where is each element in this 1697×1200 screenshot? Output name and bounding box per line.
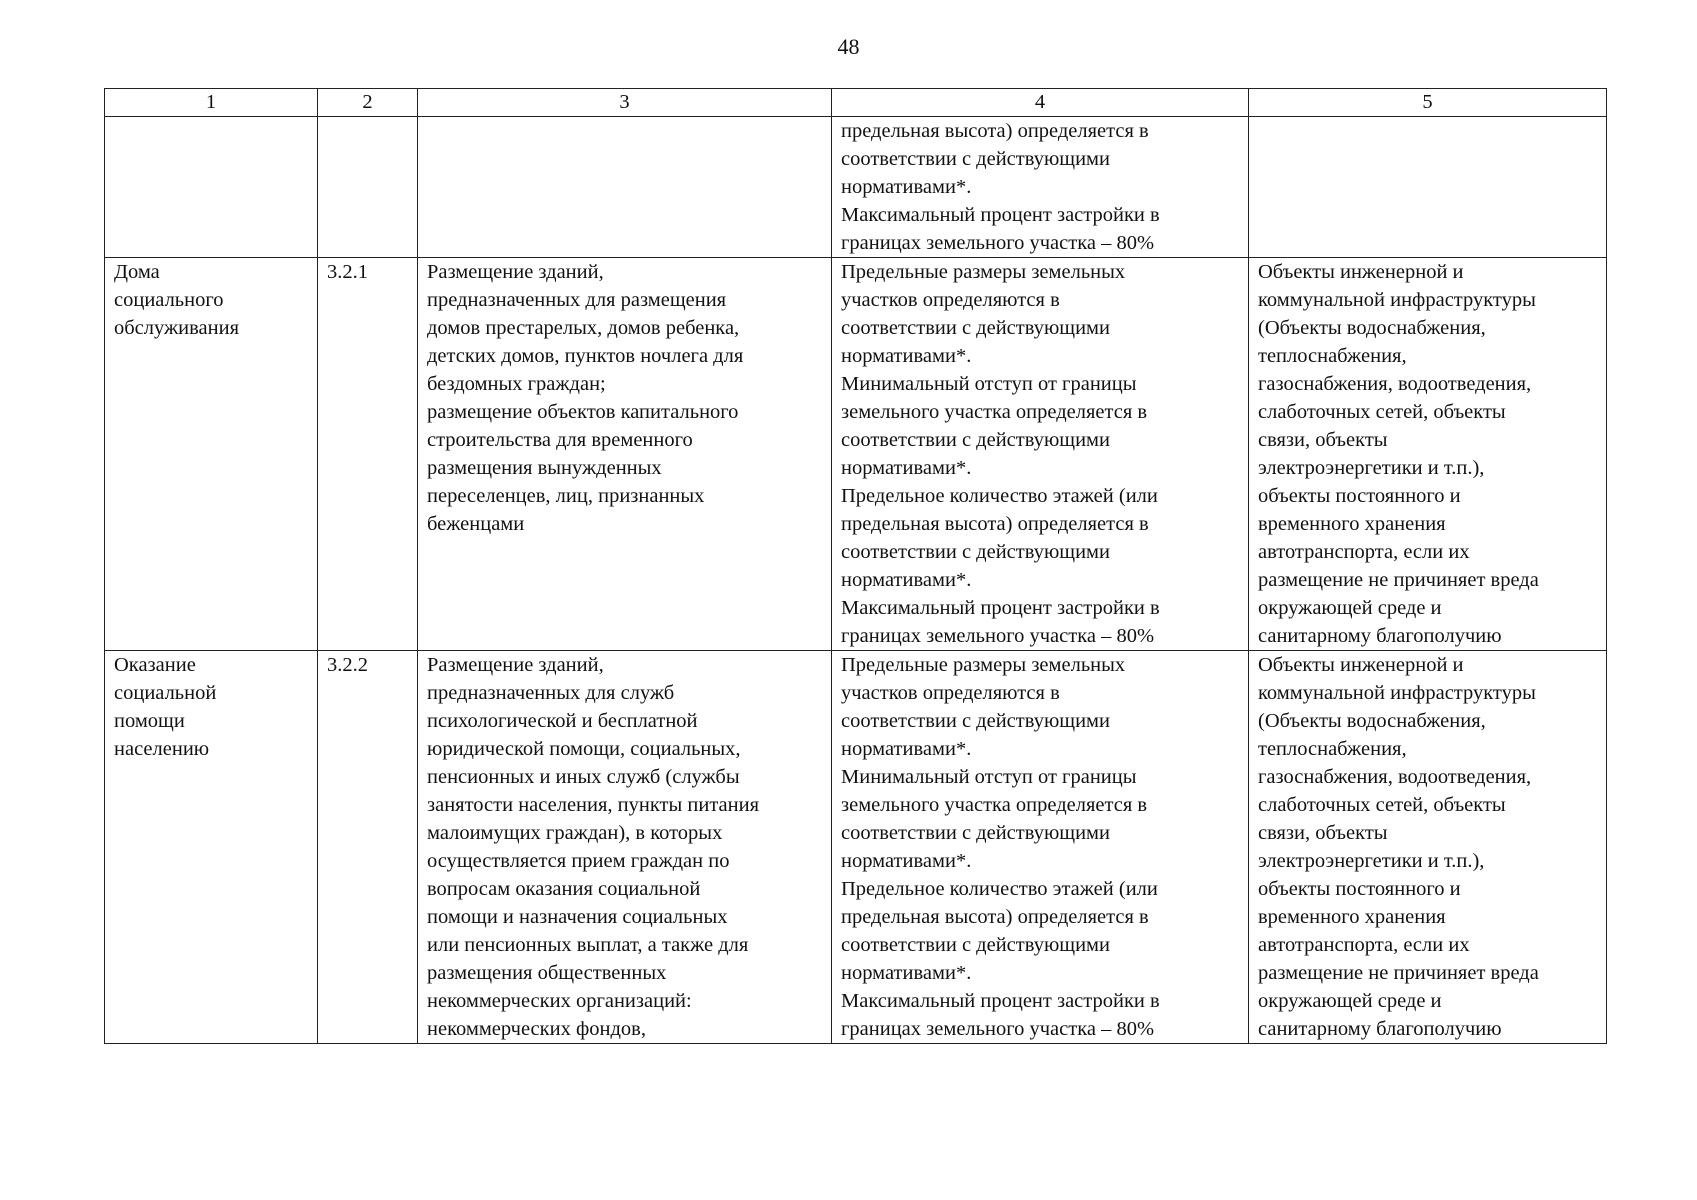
text-line: Предельное количество этажей (или <box>841 878 1158 900</box>
text-line: психологической и бесплатной <box>427 710 698 732</box>
text-line: соответствии с действующими <box>841 934 1110 956</box>
auxiliary-uses-cell <box>1249 258 1607 651</box>
text-line: Оказание <box>114 654 196 676</box>
text-line: размещение объектов капитального <box>427 401 739 423</box>
parameters-cell <box>832 651 1249 1044</box>
text-line: беженцами <box>427 513 525 535</box>
text-line: обслуживания <box>114 317 240 339</box>
text-line: занятости населения, пункты питания <box>427 794 760 816</box>
text-line: коммунальной инфраструктуры <box>1258 682 1536 704</box>
auxiliary-uses-cell <box>1249 117 1607 258</box>
text-line: домов престарелых, домов ребенка, <box>427 317 740 339</box>
text-line: слаботочных сетей, объекты <box>1258 794 1506 816</box>
land-use-table <box>104 88 1607 1044</box>
auxiliary-uses-cell <box>1249 651 1607 1044</box>
text-line: размещения общественных <box>427 962 667 984</box>
use-type-code-cell: 3.2.2 <box>318 651 418 1044</box>
text-line: нормативами*. <box>841 345 972 367</box>
text-line: Размещение зданий, <box>427 654 604 676</box>
text-line: Предельные размеры земельных <box>841 654 1126 676</box>
table-row <box>105 258 1607 651</box>
text-line: связи, объекты <box>1258 822 1388 844</box>
text-line: пенсионных и иных служб (службы <box>427 766 740 788</box>
text-line: предельная высота) определяется в <box>841 513 1149 535</box>
text-line: автотранспорта, если их <box>1258 541 1470 563</box>
text-line: малоимущих граждан), в которых <box>427 822 723 844</box>
header-cell-1: 1 <box>105 89 318 117</box>
text-line: границах земельного участка – 80% <box>841 232 1155 254</box>
text-line: переселенцев, лиц, признанных <box>427 485 705 507</box>
text-line: земельного участка определяется в <box>841 794 1148 816</box>
text-line: объекты постоянного и <box>1258 878 1461 900</box>
text-line: осуществляется прием граждан по <box>427 850 730 872</box>
use-type-name-cell <box>105 651 318 1044</box>
text-line: населению <box>114 738 210 760</box>
header-cell-4: 4 <box>832 89 1249 117</box>
table-header-row <box>105 89 1607 117</box>
text-line: коммунальной инфраструктуры <box>1258 289 1536 311</box>
use-description-cell <box>418 117 832 258</box>
use-type-name-cell <box>105 258 318 651</box>
text-line: нормативами*. <box>841 569 972 591</box>
text-line: объекты постоянного и <box>1258 485 1461 507</box>
text-line: автотранспорта, если их <box>1258 934 1470 956</box>
text-line: слаботочных сетей, объекты <box>1258 401 1506 423</box>
text-line: Объекты инженерной и <box>1258 261 1464 283</box>
text-line: электроэнергетики и т.п.), <box>1258 850 1485 872</box>
text-line: Максимальный процент застройки в <box>841 204 1160 226</box>
text-line: газоснабжения, водоотведения, <box>1258 766 1532 788</box>
text-line: размещения вынужденных <box>427 457 662 479</box>
text-line: соответствии с действующими <box>841 148 1110 170</box>
header-cell-2: 2 <box>318 89 418 117</box>
text-line: социальной <box>114 682 217 704</box>
text-line: санитарному благополучию <box>1258 625 1502 647</box>
text-line: юридической помощи, социальных, <box>427 738 741 760</box>
text-line: размещение не причиняет вреда <box>1258 962 1539 984</box>
text-line: социального <box>114 289 224 311</box>
text-line: Максимальный процент застройки в <box>841 597 1160 619</box>
text-line: нормативами*. <box>841 457 972 479</box>
text-line: бездомных граждан; <box>427 373 606 395</box>
text-line: соответствии с действующими <box>841 541 1110 563</box>
text-line: некоммерческих организаций: <box>427 990 692 1012</box>
text-line: помощи и назначения социальных <box>427 906 728 928</box>
text-line: Предельные размеры земельных <box>841 261 1126 283</box>
text-line: или пенсионных выплат, а также для <box>427 934 749 956</box>
text-line: предназначенных для служб <box>427 682 675 704</box>
text-line: Объекты инженерной и <box>1258 654 1464 676</box>
text-line: детских домов, пунктов ночлега для <box>427 345 744 367</box>
text-line: газоснабжения, водоотведения, <box>1258 373 1532 395</box>
text-line: соответствии с действующими <box>841 429 1110 451</box>
text-line: окружающей среде и <box>1258 597 1442 619</box>
text-line: предельная высота) определяется в <box>841 906 1149 928</box>
header-cell-3: 3 <box>418 89 832 117</box>
use-description-cell <box>418 258 832 651</box>
text-line: предельная высота) определяется в <box>841 120 1149 142</box>
text-line: теплоснабжения, <box>1258 345 1407 367</box>
parameters-cell <box>832 258 1249 651</box>
text-line: предназначенных для размещения <box>427 289 727 311</box>
header-cell-5: 5 <box>1249 89 1607 117</box>
page-number: 48 <box>837 34 860 59</box>
text-line: связи, объекты <box>1258 429 1388 451</box>
text-line: вопросам оказания социальной <box>427 878 701 900</box>
text-line: нормативами*. <box>841 850 972 872</box>
text-line: некоммерческих фондов, <box>427 1018 646 1040</box>
table-row <box>105 651 1607 1044</box>
text-line: временного хранения <box>1258 906 1446 928</box>
text-line: участков определяются в <box>841 682 1060 704</box>
text-line: Максимальный процент застройки в <box>841 990 1160 1012</box>
text-line: помощи <box>114 710 185 732</box>
text-line: границах земельного участка – 80% <box>841 1018 1155 1040</box>
text-line: (Объекты водоснабжения, <box>1258 710 1486 732</box>
text-line: нормативами*. <box>841 176 972 198</box>
text-line: (Объекты водоснабжения, <box>1258 317 1486 339</box>
text-line: размещение не причиняет вреда <box>1258 569 1539 591</box>
text-line: санитарному благополучию <box>1258 1018 1502 1040</box>
text-line: электроэнергетики и т.п.), <box>1258 457 1485 479</box>
text-line: соответствии с действующими <box>841 317 1110 339</box>
text-line: участков определяются в <box>841 289 1060 311</box>
text-line: соответствии с действующими <box>841 710 1110 732</box>
text-line: временного хранения <box>1258 513 1446 535</box>
text-line: Дома <box>114 261 160 283</box>
use-description-cell <box>418 651 832 1044</box>
text-line: Размещение зданий, <box>427 261 604 283</box>
use-type-name-cell <box>105 117 318 258</box>
text-line: нормативами*. <box>841 738 972 760</box>
table-row <box>105 117 1607 258</box>
parameters-cell <box>832 117 1249 258</box>
text-line: Минимальный отступ от границы <box>841 373 1137 395</box>
text-line: Предельное количество этажей (или <box>841 485 1158 507</box>
text-line: земельного участка определяется в <box>841 401 1148 423</box>
text-line: строительства для временного <box>427 429 693 451</box>
text-line: границах земельного участка – 80% <box>841 625 1155 647</box>
text-line: нормативами*. <box>841 962 972 984</box>
text-line: соответствии с действующими <box>841 822 1110 844</box>
use-type-code-cell: 3.2.1 <box>318 258 418 651</box>
use-type-code-cell <box>318 117 418 258</box>
text-line: теплоснабжения, <box>1258 738 1407 760</box>
text-line: Минимальный отступ от границы <box>841 766 1137 788</box>
text-line: окружающей среде и <box>1258 990 1442 1012</box>
